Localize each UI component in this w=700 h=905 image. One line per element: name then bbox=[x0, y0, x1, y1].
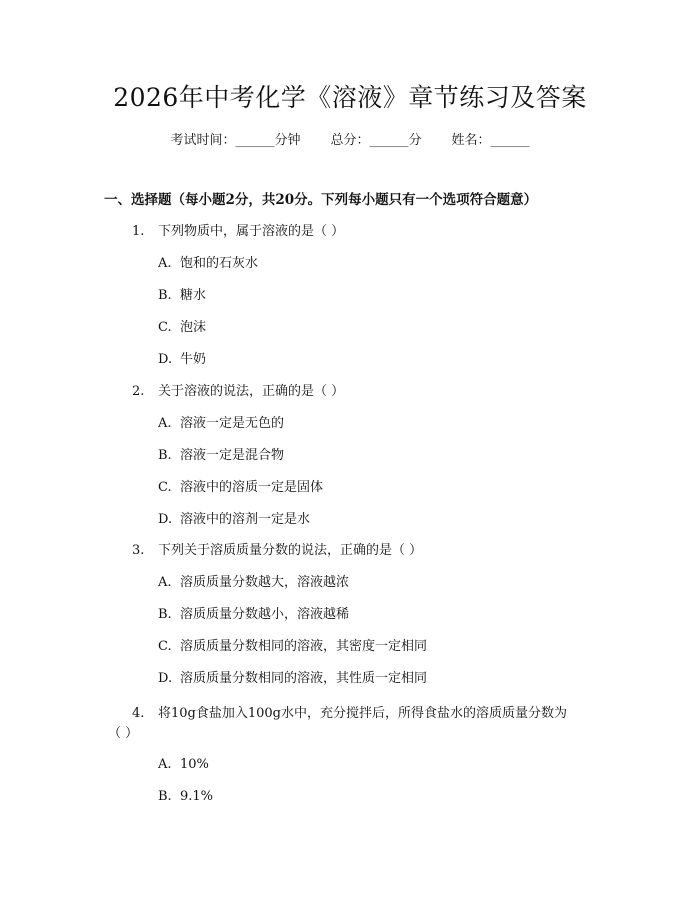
option-letter: B. bbox=[158, 448, 172, 463]
option-text: 溶质质量分数相同的溶液，其性质一定相同 bbox=[180, 671, 428, 686]
question-number: 2. bbox=[132, 384, 145, 399]
option-letter: D. bbox=[158, 352, 173, 367]
question-text: 下列关于溶质质量分数的说法，正确的是（ ） bbox=[158, 543, 423, 558]
question-1-option-c bbox=[158, 318, 206, 338]
question-2-option-d bbox=[158, 510, 310, 530]
question-1-option-b bbox=[158, 286, 206, 306]
question-1-option-d bbox=[158, 350, 206, 370]
question-2-option-b bbox=[158, 446, 284, 466]
question-4-option-b bbox=[158, 787, 213, 807]
exam-time-field: 考试时间：______分钟 bbox=[170, 133, 301, 148]
question-3-option-b bbox=[158, 605, 349, 625]
question-text: 将10g食盐加入100g水中，充分搅拌后，所得食盐水的溶质质量分数为 bbox=[158, 706, 567, 721]
question-number: 1. bbox=[132, 224, 145, 239]
question-2-option-c bbox=[158, 478, 323, 498]
exam-meta bbox=[0, 131, 700, 151]
student-name-field: 姓名：______ bbox=[451, 133, 530, 148]
question-3 bbox=[132, 541, 422, 561]
question-2-option-a bbox=[158, 414, 284, 434]
option-text: 溶质质量分数越大，溶液越浓 bbox=[180, 575, 350, 590]
question-text-continued: （ ） bbox=[108, 726, 139, 741]
option-letter: D. bbox=[158, 512, 173, 527]
option-text: 溶质质量分数越小，溶液越稀 bbox=[180, 607, 350, 622]
question-1 bbox=[132, 222, 344, 242]
option-letter: C. bbox=[158, 639, 172, 654]
option-text: 饱和的石灰水 bbox=[180, 256, 259, 271]
question-2 bbox=[132, 382, 344, 402]
question-1-option-a bbox=[158, 254, 258, 274]
question-text: 关于溶液的说法，正确的是（ ） bbox=[158, 384, 345, 399]
option-letter: A. bbox=[158, 256, 172, 271]
section-heading: 一、选择题（每小题2分，共20分。下列每小题只有一个选项符合题意） bbox=[104, 192, 538, 208]
question-3-option-a bbox=[158, 573, 349, 593]
option-text: 溶液一定是混合物 bbox=[180, 448, 285, 463]
question-number: 3. bbox=[132, 543, 145, 558]
question-4 bbox=[108, 704, 608, 744]
option-letter: B. bbox=[158, 607, 172, 622]
option-letter: C. bbox=[158, 320, 172, 335]
option-letter: A. bbox=[158, 757, 172, 772]
page-title: 2026年中考化学《溶液》章节练习及答案 bbox=[113, 83, 587, 112]
option-text: 糖水 bbox=[180, 288, 207, 303]
total-score-field: 总分：______分 bbox=[330, 133, 422, 148]
question-number: 4. bbox=[132, 706, 145, 721]
option-text: 溶液中的溶剂一定是水 bbox=[180, 512, 311, 527]
option-letter: B. bbox=[158, 288, 172, 303]
option-text: 牛奶 bbox=[180, 352, 207, 367]
question-3-option-d bbox=[158, 669, 427, 689]
option-letter: A. bbox=[158, 575, 172, 590]
question-3-option-c bbox=[158, 637, 427, 657]
option-letter: B. bbox=[158, 789, 172, 804]
option-text: 9.1% bbox=[180, 789, 214, 804]
option-letter: C. bbox=[158, 480, 172, 495]
option-text: 泡沫 bbox=[180, 320, 207, 335]
option-text: 10% bbox=[180, 757, 209, 772]
option-text: 溶质质量分数相同的溶液，其密度一定相同 bbox=[180, 639, 428, 654]
option-text: 溶液中的溶质一定是固体 bbox=[180, 480, 324, 495]
option-letter: A. bbox=[158, 416, 172, 431]
option-text: 溶液一定是无色的 bbox=[180, 416, 285, 431]
question-text: 下列物质中，属于溶液的是（ ） bbox=[158, 224, 345, 239]
option-letter: D. bbox=[158, 671, 173, 686]
question-4-option-a bbox=[158, 755, 209, 775]
